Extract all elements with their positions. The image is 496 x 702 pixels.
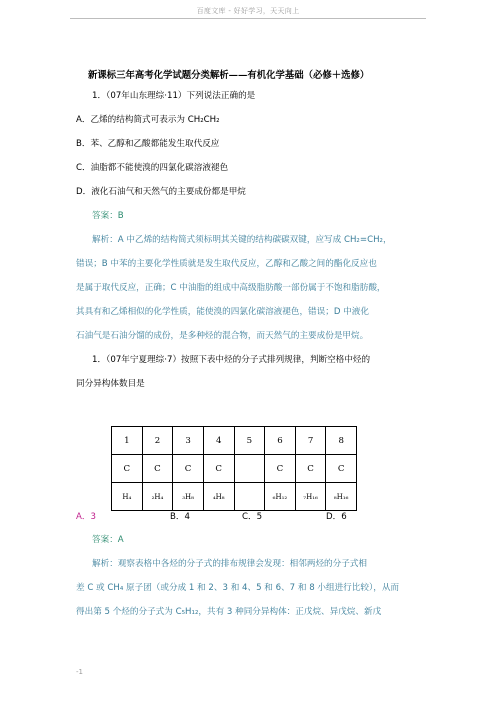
q1-option-b: B．苯、乙醇和乙酸都能发生取代反应 — [76, 139, 220, 149]
q2-answer: 答案：A — [92, 535, 124, 545]
page-header: 百度文库 - 好好学习，天天向上 — [196, 7, 300, 15]
table-cell: 1 — [112, 427, 143, 455]
page-number: -1 — [76, 668, 83, 676]
table-cell: ₆H₁₂ — [265, 483, 296, 511]
table-cell: ₄H₈ — [203, 483, 234, 511]
table-cell: C — [142, 455, 173, 483]
q1-explanation-line: 其具有和乙烯相似的化学性质，能使溴的四氯化碳溶液褪色，错误；D 中液化 — [76, 307, 369, 317]
table-cell: ₈H₁₆ — [326, 483, 357, 511]
table-cell: H₄ — [112, 483, 143, 511]
q2-explanation-line: 得出第 5 个烃的分子式为 C₅H₁₂，共有 3 种同分异构体：正戊烷、异戊烷、新戊 — [76, 607, 382, 617]
header-divider — [70, 18, 426, 19]
q1-stem: 1．（07年山东理综·11）下列说法正确的是 — [92, 91, 256, 101]
table-cell: 3 — [173, 427, 204, 455]
q1-answer: 答案：B — [92, 211, 124, 221]
table-cell: 6 — [265, 427, 296, 455]
q2-explanation-line: 差 C 或 CH₄ 原子团（或分成 1 和 2、3 和 4、5 和 6、7 和 8 小组进行比较），从而 — [76, 583, 400, 593]
table-cell: C — [173, 455, 204, 483]
q1-explanation-line: 石油气是石油分馏的成份，是多种烃的混合物，而天然气的主要成份是甲烷。 — [76, 331, 369, 341]
q1-option-c: C．油脂都不能使溴的四氯化碳溶液褪色 — [76, 163, 229, 173]
table-cell: 2 — [142, 427, 173, 455]
hydrocarbon-table — [111, 426, 357, 511]
table-cell: ₇H₁₆ — [295, 483, 326, 511]
q2-stem: 1．（07年宁夏理综·7）按照下表中烃的分子式排列规律，判断空格中烃的 — [92, 355, 371, 365]
table-cell: C — [203, 455, 234, 483]
q1-explanation-line: 错误；B 中苯的主要化学性质就是发生取代反应，乙醇和乙酸之间的酯化反应也 — [76, 259, 377, 269]
q1-explanation-line: 是属于取代反应，正确；C 中油脂的组成中高级脂肪酸一部份属于不饱和脂肪酸， — [76, 283, 386, 293]
q2-option-d: D．6 — [326, 512, 347, 522]
table-cell: 4 — [203, 427, 234, 455]
table-cell: C — [265, 455, 296, 483]
table-cell: 5 — [234, 427, 265, 455]
table-cell: 7 — [295, 427, 326, 455]
q2-option-b: B．4 — [170, 512, 190, 522]
q2-stem-continued: 同分异构体数目是 — [76, 379, 145, 389]
table-cell-blank — [234, 455, 265, 483]
table-cell: C — [326, 455, 357, 483]
q2-explanation-line: 解析：观察表格中各烃的分子式的排布规律会发现：相邻两烃的分子式相 — [92, 559, 368, 569]
q2-option-a: A．3 — [76, 512, 96, 522]
q2-options — [76, 510, 396, 524]
table-cell: ₂H₄ — [142, 483, 173, 511]
q2-option-c: C．5 — [242, 512, 263, 522]
table-cell-blank — [234, 483, 265, 511]
table-cell: C — [112, 455, 143, 483]
table-cell: C — [295, 455, 326, 483]
table-cell: ₃H₈ — [173, 483, 204, 511]
document-title: 新课标三年高考化学试题分类解析——有机化学基础（必修＋选修） — [88, 70, 370, 81]
q1-option-a: A．乙烯的结构简式可表示为 CH₂CH₂ — [76, 115, 220, 125]
table-cell: 8 — [326, 427, 357, 455]
q1-option-d: D．液化石油气和天然气的主要成份都是甲烷 — [76, 187, 246, 197]
q1-explanation-line: 解析：A 中乙烯的结构简式须标明其关键的结构碳碳双键，应写成 CH₂=CH₂， — [92, 235, 392, 245]
